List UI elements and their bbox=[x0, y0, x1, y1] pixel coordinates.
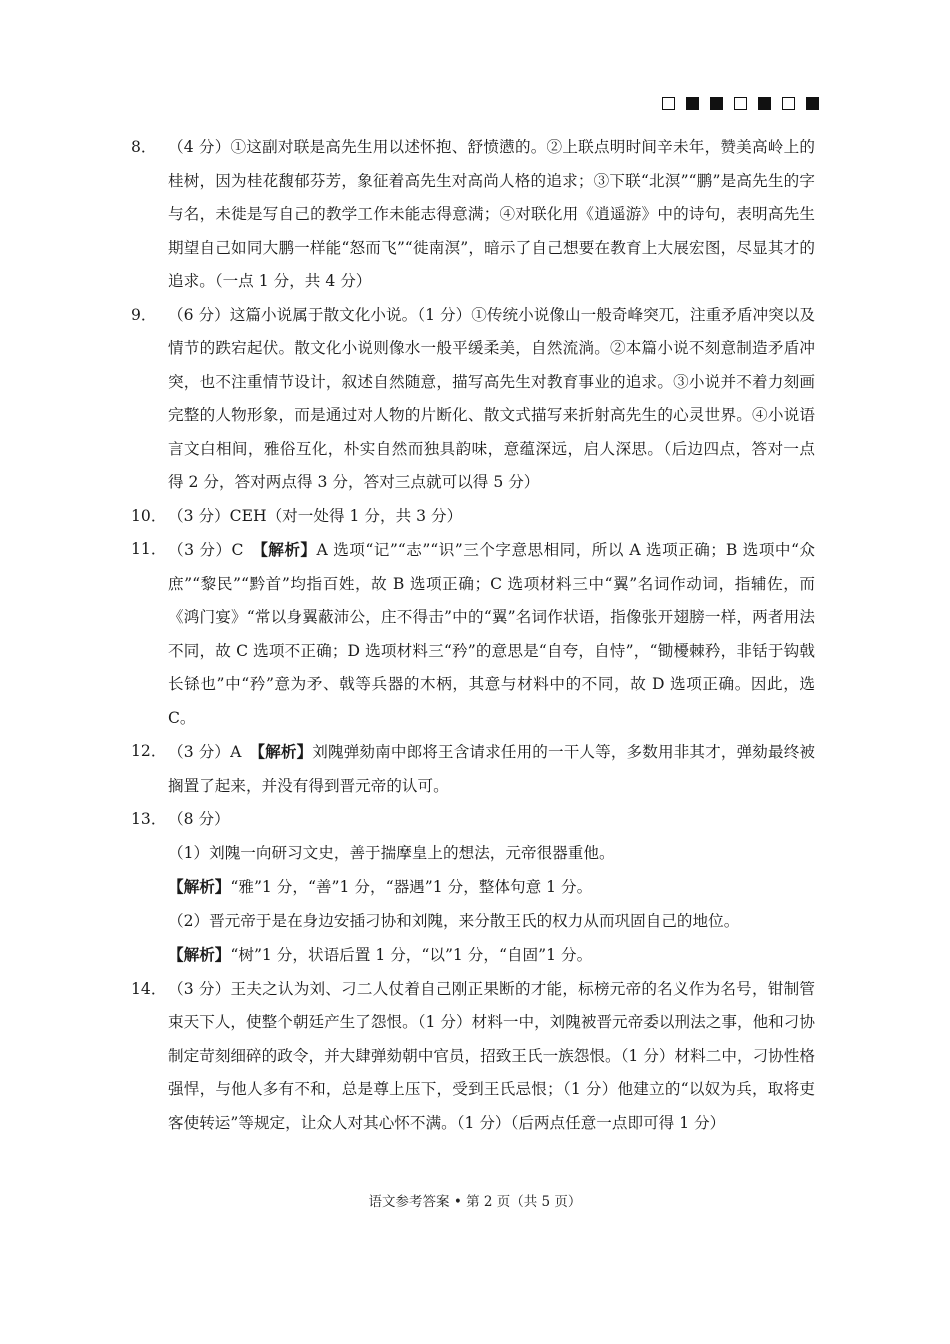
question-number: 13． bbox=[131, 810, 167, 828]
header-mark-filled bbox=[758, 97, 771, 110]
answer-text: （3 分）CEH（对一处得 1 分，共 3 分） bbox=[168, 506, 463, 525]
header-mark-filled bbox=[710, 97, 723, 110]
answer-text: 刘隗弹劾南中郎将王含请求任用的一干人等，多数用非其才，弹劾最终被搁置了起来，并没有得到晋元帝的认可。 bbox=[168, 743, 815, 795]
answer-text: （6 分）这篇小说属于散文化小说。（1 分）①传统小说像山一般奇峰突兀，注重矛盾冲突以及情节的跌宕起伏。散文化小说则像水一般平缓柔美，自然流淌。②本篇小说不刻意制造矛盾冲突，也不注重情节设计，叙述自然随意，描写高先生对教育事业的追求。③小说并不着力刻画完整的人物形象，而是通过对人物的片断化、散文式描写来折射高先生的心灵世界。④小说语言文白相间，雅俗互化，朴实自然而独具韵味，意蕴深远，启人深思。（后边四点，答对一点得 2 分，答对两点得 3 分，答对三点就可以得 5 分） bbox=[168, 305, 815, 491]
translation-2: （2）晋元帝于是在身边安插刁协和刘隗，来分散王氏的权力从而巩固自己的地位。 bbox=[168, 911, 740, 930]
question-number: 14． bbox=[131, 979, 167, 998]
analysis-tag: 【解析】 bbox=[257, 742, 313, 761]
question-number: 8． bbox=[131, 138, 157, 156]
question-8 bbox=[131, 131, 815, 299]
analysis-text: “雅”1 分，“善”1 分，“器遇”1 分，整体句意 1 分。 bbox=[230, 878, 593, 896]
question-11 bbox=[131, 533, 815, 735]
question-number: 11． bbox=[131, 540, 167, 558]
answer-text: （8 分） bbox=[168, 810, 230, 828]
header-mark-filled bbox=[806, 97, 819, 110]
answer-content bbox=[131, 131, 815, 1140]
analysis-2 bbox=[168, 938, 815, 973]
question-12 bbox=[131, 735, 815, 803]
header-marks bbox=[662, 97, 819, 110]
answer-text: （4 分）①这副对联是高先生用以述怀抱、舒愤懑的。②上联点明时间辛未年，赞美高岭上的桂树，因为桂花馥郁芬芳，象征着高先生对高尚人格的追求；③下联“北溟”“鹏”是高先生的字与名，未徙是写自己的教学工作未能志得意满；④对联化用《逍遥游》中的诗句，表明高先生期望自己如同大鹏一样能“怒而飞”“徙南溟”，暗示了自己想要在教育上大展宏图，尽显其才的追求。（一点 1 分，共 4 分） bbox=[168, 138, 815, 290]
analysis-tag: 【解析】 bbox=[168, 877, 231, 896]
header-mark-empty bbox=[662, 97, 675, 110]
question-number: 10． bbox=[131, 506, 167, 525]
translation-1: （1）刘隗一向研习文史，善于揣摩皇上的想法，元帝很器重他。 bbox=[168, 843, 615, 862]
analysis-tag: 【解析】 bbox=[168, 945, 231, 964]
analysis-text: “树”1 分，状语后置 1 分，“以”1 分，“自固”1 分。 bbox=[230, 946, 593, 964]
analysis-tag: 【解析】 bbox=[260, 540, 317, 559]
question-9 bbox=[131, 299, 815, 500]
analysis-1 bbox=[168, 870, 815, 905]
answer-text: A 选项“记”“志”“识”三个字意思相同，所以 A 选项正确；B 选项中“众庶”“黎民”“黔首”均指百姓，故 B 选项正确；C 选项材料三中“翼”名词作动词，指辅佐，而《鸿门宴》“常以身翼蔽沛公，庄不得击”中的“翼”名词作状语，指像张开翅膀一样，两者用法不同，故 C 选项不正确；D 选项材料三“矜”的意思是“自夸，自恃”，“锄櫌棘矜，非铦于钩戟长铩也”中“矜”意为矛、戟等兵器的木柄，其意与材料中的不同，故 D 选项正确。因此，选 C。 bbox=[168, 541, 816, 727]
answer-text: （3 分）王夫之认为刘、刁二人仗着自己刚正果断的才能，标榜元帝的名义作为名号，钳制管束天下人，使整个朝廷产生了怨恨。（1 分）材料一中，刘隗被晋元帝委以刑法之事，他和刁协制定苛刻细碎的政令，并大肆弹劾朝中官员，招致王氏一族怨恨。（1 分）材料二中，刁协性格强悍，与他人多有不和，总是尊上压下，受到王氏忌恨；（1 分）他建立的“以奴为兵，取将吏客使转运”等规定，让众人对其心怀不满。（1 分）（后两点任意一点即可得 1 分） bbox=[168, 979, 815, 1132]
question-number: 12． bbox=[131, 742, 167, 760]
answer-lead: （3 分）C bbox=[168, 541, 261, 559]
question-10 bbox=[131, 500, 815, 534]
page-footer: 语文参考答案 • 第 2 页（共 5 页） bbox=[368, 1194, 582, 1210]
header-mark-empty bbox=[782, 97, 795, 110]
header-mark-filled bbox=[686, 97, 699, 110]
question-number: 9． bbox=[131, 305, 157, 324]
question-14 bbox=[131, 973, 815, 1141]
header-mark-empty bbox=[734, 97, 747, 110]
answer-lead: （3 分）A bbox=[168, 743, 258, 761]
question-13 bbox=[131, 803, 815, 973]
